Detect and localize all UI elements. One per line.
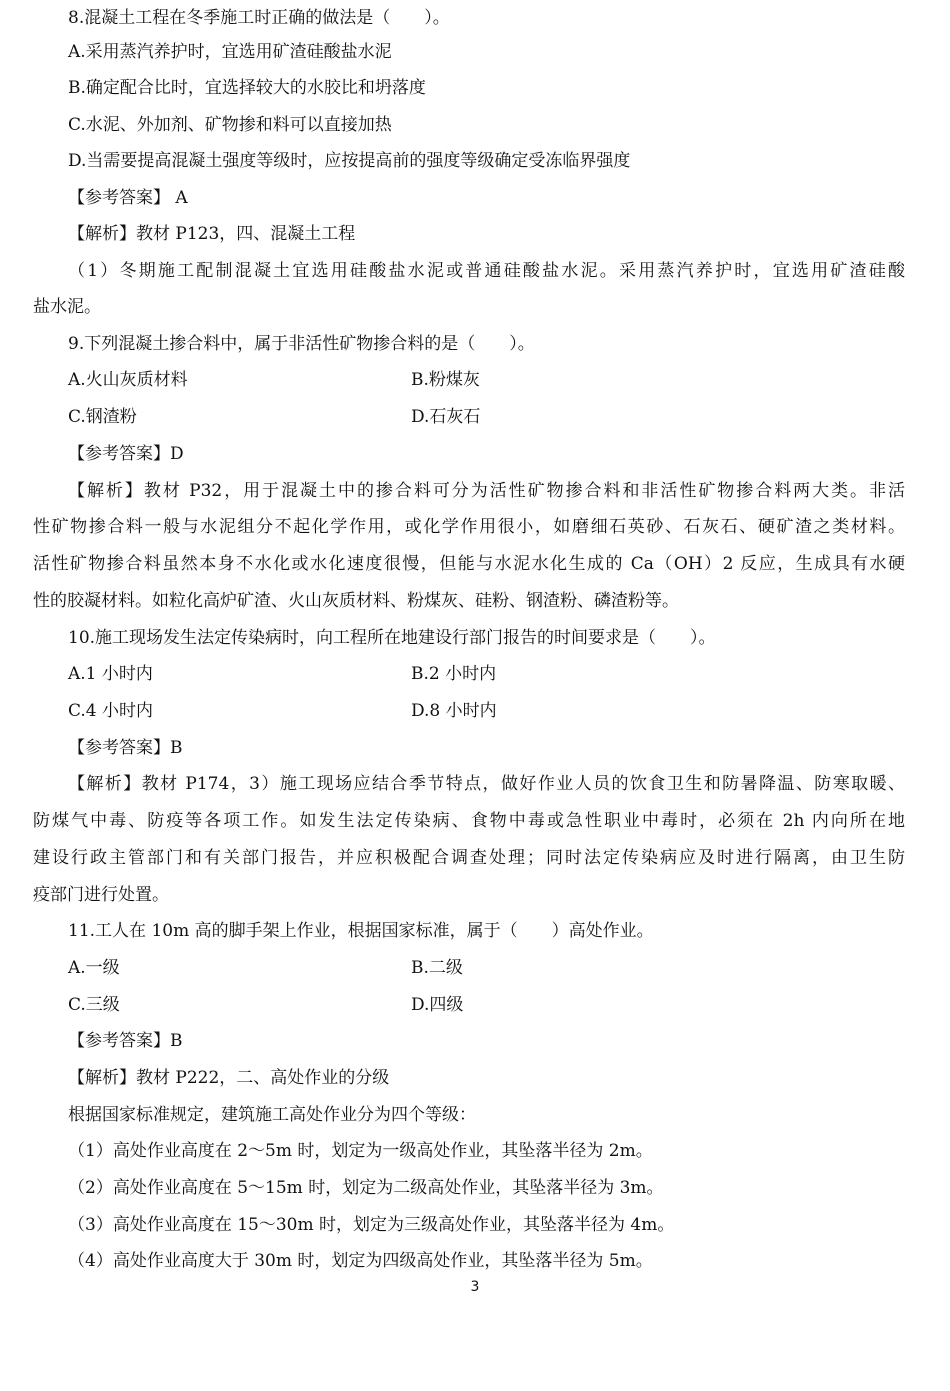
question-9-option-b: B.粉煤灰 [411, 370, 480, 390]
question-9-option-a: A.火山灰质材料 [68, 370, 188, 390]
question-9-answer: 【参考答案】D [68, 444, 184, 464]
question-10-option-a: A.1 小时内 [68, 664, 153, 684]
question-8-analysis-head: 【解析】教材 P123，四、混凝土工程 [68, 224, 356, 244]
question-11-answer: 【参考答案】B [68, 1031, 183, 1051]
question-11-option-c: C.三级 [68, 995, 120, 1015]
question-9-stem: 9.下列混凝土掺合料中，属于非活性矿物掺合料的是（ ）。 [68, 334, 535, 354]
question-11-option-b: B.二级 [411, 958, 463, 978]
question-10-analysis-line: 建设行政主管部门和有关部门报告，并应积极配合调查处理；同时法定传染病应及时进行隔离，由卫生防 [33, 848, 905, 868]
question-11-option-d: D.四级 [411, 995, 464, 1015]
question-10-option-d: D.8 小时内 [411, 701, 497, 721]
question-9-analysis-line: 性矿物掺合料一般与水泥组分不起化学作用，或化学作用很小，如磨细石英砂、石灰石、硬矿渣之类材料。 [33, 517, 905, 537]
question-9-analysis-line: 活性矿物掺合料虽然本身不水化或水化速度很慢，但能与水泥水化生成的 Ca（OH）2 反应，生成具有水硬 [33, 554, 905, 574]
question-9-options-row [0, 399, 950, 435]
question-8-answer: 【参考答案】 A [68, 188, 188, 208]
question-11-stem: 11.工人在 10m 高的脚手架上作业，根据国家标准，属于（ ）高处作业。 [68, 921, 654, 941]
question-10-options-row [0, 693, 950, 729]
question-9-option-d: D.石灰石 [411, 407, 481, 427]
question-10-stem: 10.施工现场发生法定传染病时，向工程所在地建设行部门报告的时间要求是（ ）。 [68, 628, 716, 648]
question-8-option-d: D.当需要提高混凝土强度等级时，应按提高前的强度等级确定受冻临界强度 [68, 151, 631, 171]
question-8-option-c: C.水泥、外加剂、矿物掺和料可以直接加热 [68, 115, 392, 135]
question-11-grade-line: （3）高处作业高度在 15～30m 时，划定为三级高处作业，其坠落半径为 4m。 [68, 1215, 675, 1235]
question-10-answer: 【参考答案】B [68, 738, 183, 758]
question-8-analysis-line: （1）冬期施工配制混凝土宜选用硅酸盐水泥或普通硅酸盐水泥。采用蒸汽养护时，宜选用矿渣硅酸 [68, 261, 905, 281]
question-11-options-row [0, 950, 950, 986]
question-10-analysis-line: 疫部门进行处置。 [33, 885, 169, 905]
question-10-options-row [0, 656, 950, 692]
question-11-grade-line: （4）高处作业高度大于 30m 时，划定为四级高处作业，其坠落半径为 5m。 [68, 1251, 653, 1271]
question-9-option-c: C.钢渣粉 [68, 407, 137, 427]
page-number: 3 [470, 1279, 480, 1295]
question-10-analysis-line: 【解析】教材 P174，3）施工现场应结合季节特点，做好作业人员的饮食卫生和防暑降温、防寒取暖、 [68, 774, 905, 794]
question-11-analysis-head: 【解析】教材 P222，二、高处作业的分级 [68, 1068, 390, 1088]
question-10-analysis-line: 防煤气中毒、防疫等各项工作。如发生法定传染病、食物中毒或急性职业中毒时，必须在 2h 内向所在地 [33, 811, 905, 831]
question-8-option-b: B.确定配合比时，宜选择较大的水胶比和坍落度 [68, 78, 426, 98]
question-11-option-a: A.一级 [68, 958, 120, 978]
question-11-grade-line: （2）高处作业高度在 5～15m 时，划定为二级高处作业，其坠落半径为 3m。 [68, 1178, 664, 1198]
question-11-analysis-intro: 根据国家标准规定，建筑施工高处作业分为四个等级： [68, 1105, 476, 1125]
question-8-option-a: A.采用蒸汽养护时，宜选用矿渣硅酸盐水泥 [68, 42, 392, 62]
question-9-analysis-line: 【解析】教材 P32，用于混凝土中的掺合料可分为活性矿物掺合料和非活性矿物掺合料两大类。非活 [68, 481, 905, 501]
question-10-option-b: B.2 小时内 [411, 664, 497, 684]
question-11-grade-line: （1）高处作业高度在 2～5m 时，划定为一级高处作业，其坠落半径为 2m。 [68, 1141, 653, 1161]
question-10-option-c: C.4 小时内 [68, 701, 154, 721]
question-8-analysis-line: 盐水泥。 [33, 297, 101, 317]
question-8-stem: 8.混凝土工程在冬季施工时正确的做法是（ ）。 [68, 8, 450, 28]
question-9-analysis-line: 性的胶凝材料。如粒化高炉矿渣、火山灰质材料、粉煤灰、硅粉、钢渣粉、磷渣粉等。 [33, 591, 679, 611]
question-9-options-row [0, 362, 950, 398]
question-11-options-row [0, 987, 950, 1023]
